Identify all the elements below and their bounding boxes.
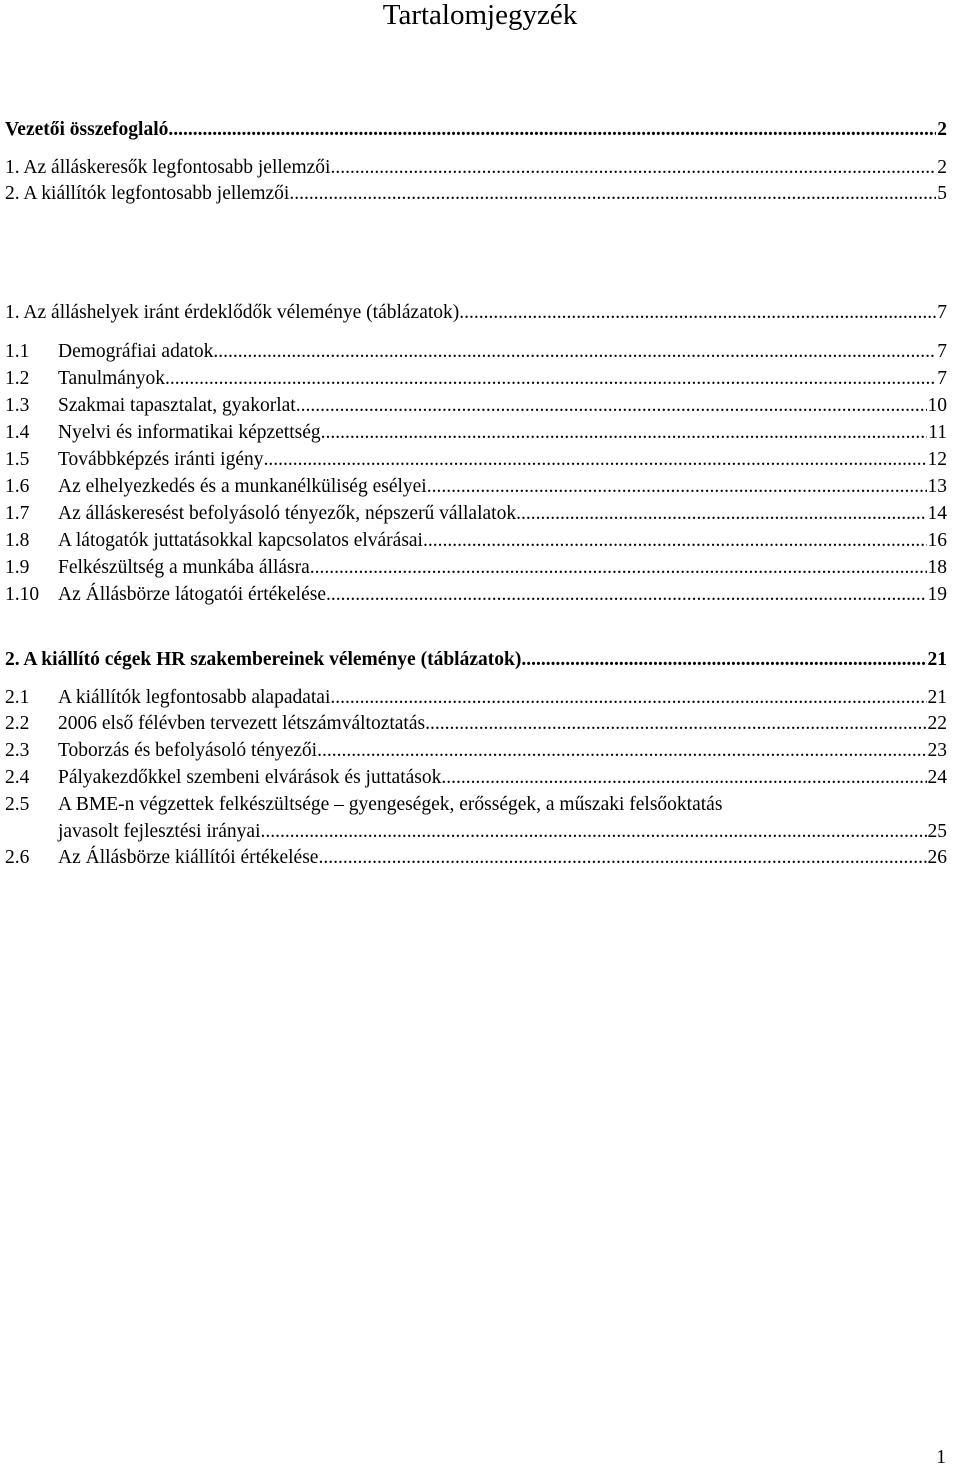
dot-leader: [261, 820, 927, 844]
toc-entry-label: 1. Az álláskeresők legfontosabb jellemzői: [5, 157, 331, 178]
dot-leader: [425, 712, 926, 736]
toc-entry-label: 2. A kiállítók legfontosabb jellemzői: [5, 183, 290, 204]
toc-entry-page: 21: [927, 649, 947, 670]
toc-entry-label: Az Állásbörze kiállítói értékelése: [58, 847, 319, 868]
toc-entry-1-2[interactable]: [5, 367, 947, 391]
toc-entry-page: 7: [937, 302, 947, 323]
toc-entry-page: 10: [927, 395, 947, 416]
toc-entry-page: 21: [927, 687, 947, 708]
toc-entry-page: 2: [937, 157, 947, 178]
toc-entry-1-6[interactable]: [5, 475, 947, 499]
toc-entry-page: 14: [927, 503, 947, 524]
dot-leader: [289, 182, 936, 206]
toc-entry-2-4[interactable]: [5, 766, 947, 790]
page-title: Tartalomjegyzék: [382, 0, 578, 31]
toc-entry-page: 5: [937, 183, 947, 204]
toc-entry-2-5-continuation[interactable]: [58, 820, 947, 844]
toc-entry-label-continuation: javasolt fejlesztési irányai: [58, 821, 261, 842]
dot-leader: [459, 301, 936, 325]
dot-leader: [326, 583, 926, 607]
toc-entry-1-7[interactable]: [5, 502, 947, 526]
dot-leader: [310, 556, 927, 580]
toc-entry-number: 2.3: [5, 740, 30, 761]
toc-entry-number: 2.4: [5, 767, 30, 788]
toc-entry-2-3[interactable]: [5, 739, 947, 763]
toc-entry-number: 1.6: [5, 476, 30, 497]
toc-entry-2-1[interactable]: [5, 686, 947, 710]
toc-entry-2-5[interactable]: [5, 793, 947, 817]
dot-leader: [165, 367, 936, 391]
toc-entry-number: 2.1: [5, 687, 30, 708]
toc-entry-label: Az álláskeresést befolyásoló tényezők, népszerű vállalatok: [58, 503, 517, 524]
toc-entry-number: 1.5: [5, 449, 30, 470]
toc-entry-page: 13: [927, 476, 947, 497]
toc-entry-1-8[interactable]: [5, 529, 947, 553]
dot-leader: [521, 648, 926, 672]
toc-entry-1-9[interactable]: [5, 556, 947, 580]
toc-entry-2-6[interactable]: [5, 846, 947, 870]
toc-entry-page: 16: [927, 530, 947, 551]
toc-entry-label: Továbbképzés iránti igény: [58, 449, 264, 470]
toc-entry-number: 1.9: [5, 557, 30, 578]
dot-leader: [318, 846, 926, 870]
toc-entry-number: 2.2: [5, 713, 30, 734]
toc-entry-page: 7: [937, 341, 947, 362]
toc-entry-number: 1.7: [5, 503, 30, 524]
toc-entry-page: 25: [927, 821, 947, 842]
toc-entry-page: 23: [927, 740, 947, 761]
toc-entry-1-10[interactable]: [5, 583, 947, 607]
toc-entry-section-1[interactable]: [5, 301, 947, 325]
toc-entry-summary[interactable]: [5, 118, 947, 142]
toc-entry-page: 18: [927, 557, 947, 578]
toc-entry-number: 1.4: [5, 422, 30, 443]
toc-entry-page: 7: [937, 368, 947, 389]
toc-entry-label: Az Állásbörze látogatói értékelése: [58, 584, 327, 605]
dot-leader: [423, 529, 927, 553]
toc-entry-number: 1.2: [5, 368, 30, 389]
dot-leader: [427, 475, 927, 499]
toc-entry-label: Pályakezdőkkel szembeni elvárások és juttatások: [58, 767, 442, 788]
toc-entry-1-3[interactable]: [5, 394, 947, 418]
toc-entry-label: Nyelvi és informatikai képzettség: [58, 422, 321, 443]
dot-leader: [168, 118, 936, 142]
dot-leader: [296, 394, 927, 418]
toc-entry-label: 2006 első félévben tervezett létszámváltoztatás: [58, 713, 426, 734]
dot-leader: [330, 686, 926, 710]
toc-entry-page: 19: [927, 584, 947, 605]
toc-entry-label: 1. Az álláshelyek iránt érdeklődők véleménye (táblázatok): [5, 302, 460, 323]
toc-entry-label: Vezetői összefoglaló: [5, 119, 169, 140]
toc-entry-label: A BME-n végzettek felkészültsége – gyengeségek, erősségek, a műszaki felsőoktatás: [58, 794, 723, 815]
toc-entry-summary-2[interactable]: [5, 182, 947, 206]
dot-leader: [263, 448, 926, 472]
toc-entry-label: A kiállítók legfontosabb alapadatai: [58, 687, 331, 708]
toc-entry-1-4[interactable]: [5, 421, 947, 445]
toc-entry-page: 22: [927, 713, 947, 734]
toc-entry-label: Szakmai tapasztalat, gyakorlat: [58, 395, 296, 416]
toc-entry-label: Tanulmányok: [58, 368, 165, 389]
dot-leader: [321, 421, 928, 445]
toc-entry-page: 11: [928, 422, 947, 443]
toc-entry-number: 1.3: [5, 395, 30, 416]
toc-entry-label: Demográfiai adatok: [58, 341, 214, 362]
toc-entry-1-5[interactable]: [5, 448, 947, 472]
toc-entry-page: 24: [927, 767, 947, 788]
dot-leader: [516, 502, 926, 526]
dot-leader: [330, 156, 936, 180]
toc-entry-page: 26: [927, 847, 947, 868]
toc-entry-section-2[interactable]: [5, 648, 947, 672]
toc-entry-number: 1.10: [5, 584, 40, 605]
toc-entry-page: 2: [937, 119, 947, 140]
toc-entry-label: A látogatók juttatásokkal kapcsolatos elvárásai: [58, 530, 423, 551]
dot-leader: [213, 340, 936, 364]
toc-entry-summary-1[interactable]: [5, 156, 947, 180]
toc-entry-label: Az elhelyezkedés és a munkanélküliség esélyei: [58, 476, 427, 497]
toc-entry-2-2[interactable]: [5, 712, 947, 736]
toc-entry-number: 2.5: [5, 794, 30, 815]
toc-entry-label: Toborzás és befolyásoló tényezői: [58, 740, 318, 761]
toc-entry-number: 1.1: [5, 341, 30, 362]
toc-entry-number: 2.6: [5, 847, 30, 868]
toc-entry-1-1[interactable]: [5, 340, 947, 364]
dot-leader: [441, 766, 926, 790]
toc-entry-label: Felkészültség a munkába állásra: [58, 557, 310, 578]
toc-entry-label: 2. A kiállító cégek HR szakembereinek véleménye (táblázatok): [5, 649, 522, 670]
page-number: 1: [936, 1447, 946, 1468]
toc-entry-number: 1.8: [5, 530, 30, 551]
dot-leader: [317, 739, 926, 763]
toc-entry-page: 12: [927, 449, 947, 470]
